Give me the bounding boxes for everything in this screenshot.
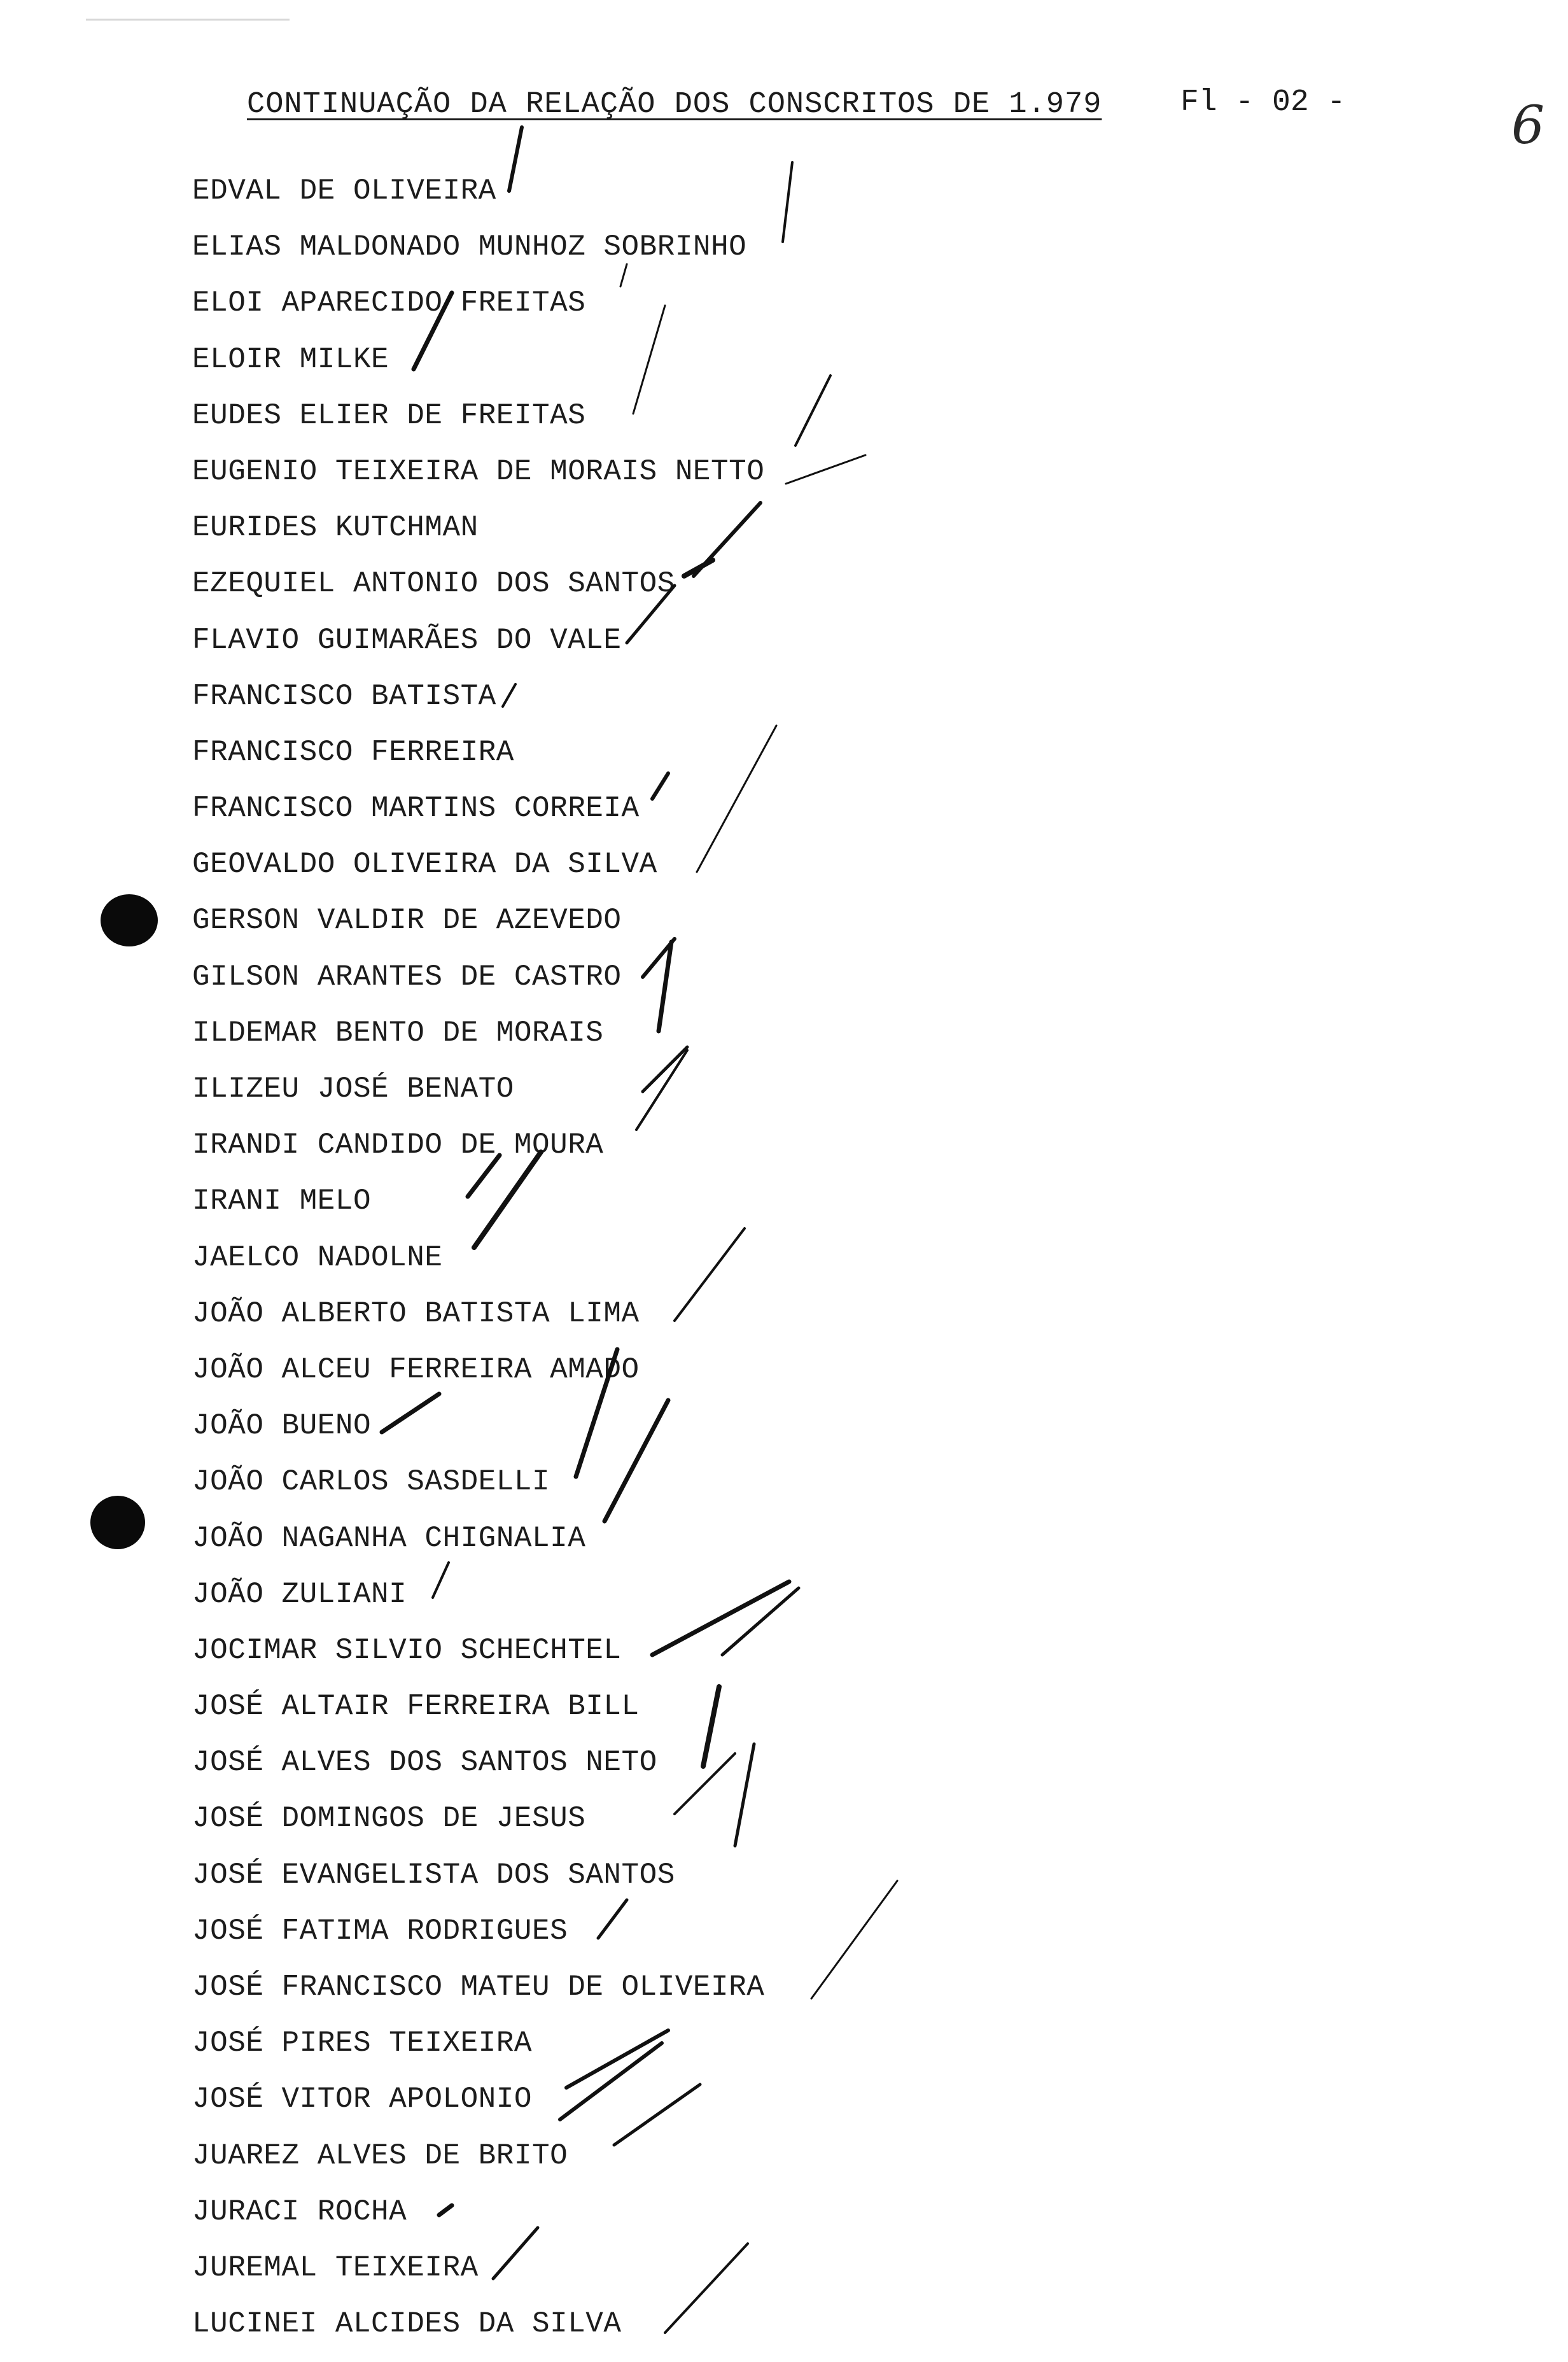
conscript-name: IRANI MELO (192, 1185, 372, 1218)
conscript-name: JOÃO BUENO (192, 1409, 372, 1443)
conscript-name: EURIDES KUTCHMAN (192, 511, 479, 545)
conscript-name: JOSÉ FATIMA RODRIGUES (192, 1914, 568, 1948)
handwritten-page-number: 6 (1511, 95, 1545, 156)
check-mark (382, 1394, 439, 1432)
sheet-number: Fl - 02 - (1180, 85, 1346, 120)
check-mark (414, 293, 452, 369)
check-mark (811, 1881, 897, 1999)
check-mark (703, 1687, 719, 1766)
conscript-name: GEOVALDO OLIVEIRA DA SILVA (192, 848, 657, 882)
check-mark (474, 1152, 541, 1248)
conscript-name: ELOIR MILKE (192, 342, 389, 376)
check-mark (576, 1349, 617, 1477)
conscript-name: FRANCISCO FERREIRA (192, 735, 514, 769)
conscript-name: JOÃO ZULIANI (192, 1577, 407, 1611)
check-mark (652, 773, 668, 799)
conscript-name: ILIZEU JOSÉ BENATO (192, 1072, 514, 1106)
check-mark (598, 1900, 627, 1938)
conscript-name: GERSON VALDIR DE AZEVEDO (192, 904, 622, 938)
check-mark (652, 1582, 789, 1655)
check-mark (783, 162, 792, 242)
check-mark (697, 726, 776, 872)
document-title: CONTINUAÇÃO DA RELAÇÃO DOS CONSCRITOS DE 1.979 (247, 88, 1102, 122)
conscript-name: JAELCO NADOLNE (192, 1241, 443, 1274)
conscript-name: FRANCISCO BATISTA (192, 679, 496, 713)
conscript-name: IRANDI CANDIDO DE MOURA (192, 1128, 604, 1162)
conscript-name: ELIAS MALDONADO MUNHOZ SOBRINHO (192, 230, 747, 264)
hole-punch-mark (90, 1496, 145, 1549)
conscript-name: EUDES ELIER DE FREITAS (192, 398, 586, 432)
conscript-name: FRANCISCO MARTINS CORREIA (192, 792, 640, 826)
conscript-name: JOSÉ DOMINGOS DE JESUS (192, 1802, 586, 1836)
conscript-name: JOÃO NAGANHA CHIGNALIA (192, 1521, 586, 1555)
hole-punch-mark (101, 894, 158, 946)
check-mark (605, 1400, 668, 1521)
conscript-name: JOSÉ FRANCISCO MATEU DE OLIVEIRA (192, 1971, 765, 2004)
check-mark (493, 2228, 538, 2279)
check-mark (786, 455, 865, 484)
conscript-name: EZEQUIEL ANTONIO DOS SANTOS (192, 567, 675, 601)
conscript-name: JOSÉ ALTAIR FERREIRA BILL (192, 1690, 640, 1724)
conscript-name: EUGENIO TEIXEIRA DE MORAIS NETTO (192, 454, 765, 488)
check-mark (614, 2084, 700, 2145)
conscript-name: JUAREZ ALVES DE BRITO (192, 2139, 568, 2172)
check-mark (566, 2030, 668, 2088)
conscript-name: JOCIMAR SILVIO SCHECHTEL (192, 1633, 622, 1667)
conscript-name: JOSÉ ALVES DOS SANTOS NETO (192, 1746, 657, 1780)
conscript-name: JOÃO ALBERTO BATISTA LIMA (192, 1297, 640, 1330)
conscript-name: GILSON ARANTES DE CASTRO (192, 960, 622, 994)
check-mark (665, 2244, 748, 2333)
conscript-name: JURACI ROCHA (192, 2195, 407, 2228)
conscript-name: JOÃO CARLOS SASDELLI (192, 1465, 550, 1499)
check-mark (620, 264, 627, 286)
check-mark (627, 586, 675, 643)
conscript-name: ILDEMAR BENTO DE MORAIS (192, 1016, 604, 1050)
conscript-name: JOSÉ EVANGELISTA DOS SANTOS (192, 1858, 675, 1892)
check-mark (509, 127, 522, 191)
check-mark (795, 376, 830, 446)
check-mark (503, 684, 515, 706)
check-mark (675, 1228, 745, 1321)
conscript-name: JOSÉ PIRES TEIXEIRA (192, 2027, 532, 2060)
conscript-name: JOSÉ VITOR APOLONIO (192, 2083, 532, 2116)
conscript-name: EDVAL DE OLIVEIRA (192, 174, 496, 207)
check-mark (433, 1563, 449, 1598)
conscript-name: JOÃO ALCEU FERREIRA AMADO (192, 1353, 640, 1386)
check-mark (468, 1155, 500, 1197)
conscript-name: JUREMAL TEIXEIRA (192, 2251, 479, 2284)
check-mark (684, 560, 713, 576)
conscript-name: ELOI APARECIDO FREITAS (192, 286, 586, 320)
check-mark (735, 1744, 754, 1846)
check-mark (633, 306, 665, 414)
conscript-name: FLAVIO GUIMARÃES DO VALE (192, 623, 622, 657)
check-mark (439, 2205, 452, 2215)
conscript-name: LUCINEI ALCIDES DA SILVA (192, 2307, 622, 2341)
